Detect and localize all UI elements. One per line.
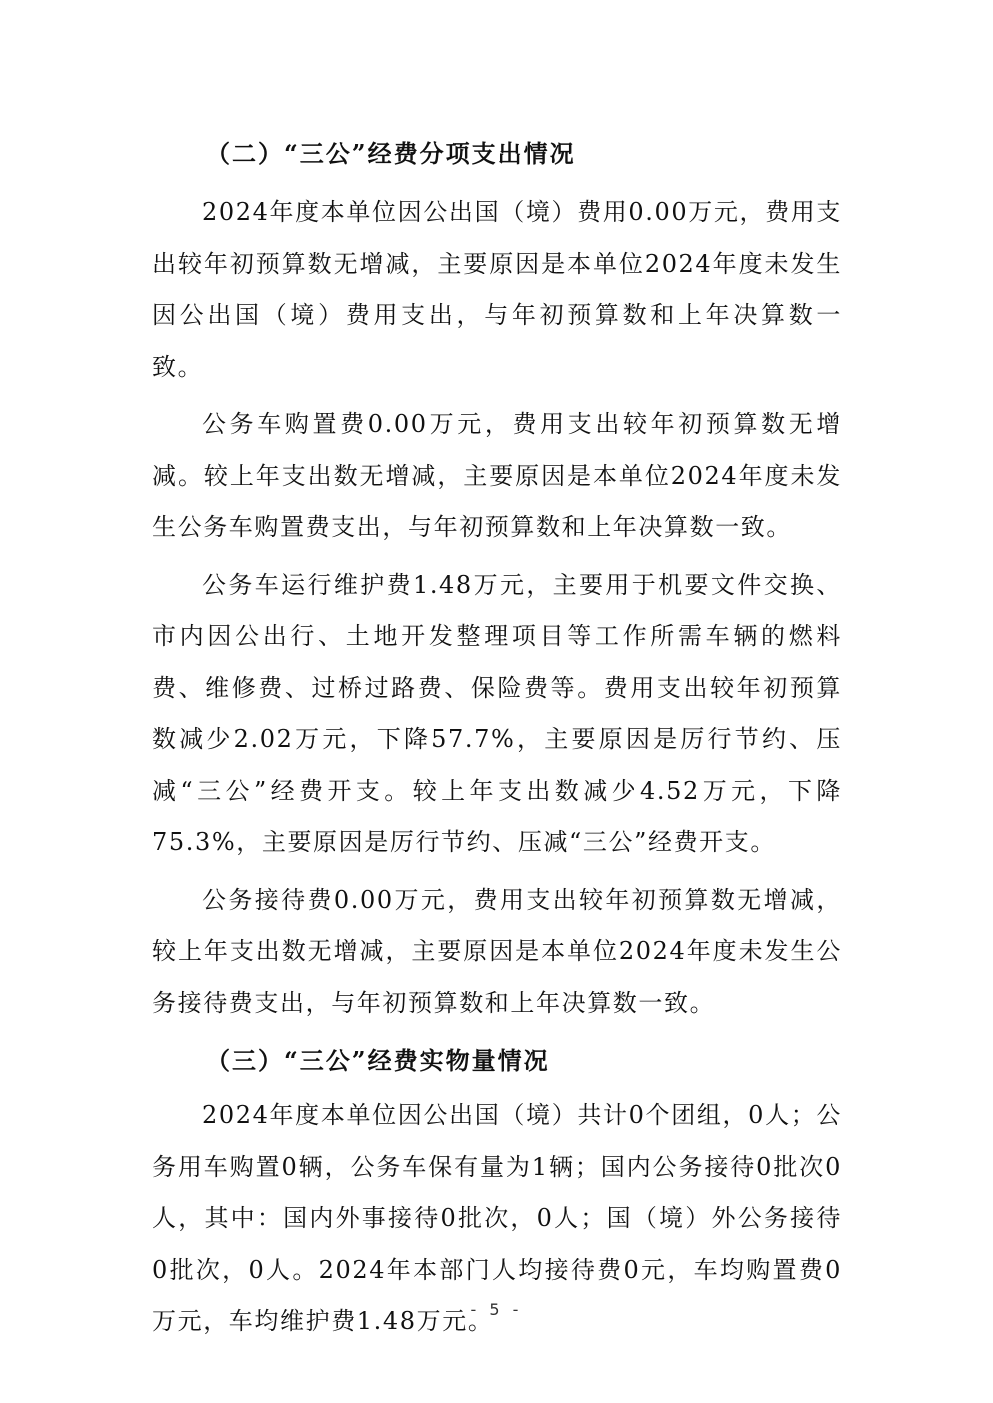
paragraph-vehicle-purchase: 公务车购置费0.00万元，费用支出较年初预算数无增减。较上年支出数无增减，主要原因是本单位2024年度未发生公务车购置费支出，与年初预算数和上年决算数一致。 xyxy=(152,410,842,541)
section-heading-2: （二）“三公”经费分项支出情况 xyxy=(206,139,576,168)
section-heading-3: （三）“三公”经费实物量情况 xyxy=(206,1046,550,1075)
paragraph-vehicle-maintenance: 公务车运行维护费1.48万元，主要用于机要文件交换、市内因公出行、土地开发整理项目等工作所需车辆的燃料费、维修费、过桥过路费、保险费等。费用支出较年初预算数减少2.02万元，下降57.7%，主要原因是厉行节约、压减“三公”经费开支。较上年支出数减少4.52万元，下降75.3%，主要原因是厉行节约、压减“三公”经费开支。 xyxy=(152,570,842,856)
document-body xyxy=(152,128,842,1354)
paragraph-reception: 公务接待费0.00万元，费用支出较年初预算数无增减，较上年支出数无增减，主要原因是本单位2024年度未发生公务接待费支出，与年初预算数和上年决算数一致。 xyxy=(152,885,842,1017)
page-number: - 5 - xyxy=(470,1300,523,1319)
paragraph-physical-quantity: 2024年度本单位因公出国（境）共计0个团组，0人；公务用车购置0辆，公务车保有量为1辆；国内公务接待0批次0人，其中：国内外事接待0批次，0人；国（境）外公务接待0批次，0人。2024年本部门人均接待费0元，车均购置费0万元，车均维护费1.48万元。 xyxy=(152,1101,842,1335)
paragraph-overseas-travel: 2024年度本单位因公出国（境）费用0.00万元，费用支出较年初预算数无增减，主要原因是本单位2024年度未发生因公出国（境）费用支出，与年初预算数和上年决算数一致。 xyxy=(152,198,842,381)
